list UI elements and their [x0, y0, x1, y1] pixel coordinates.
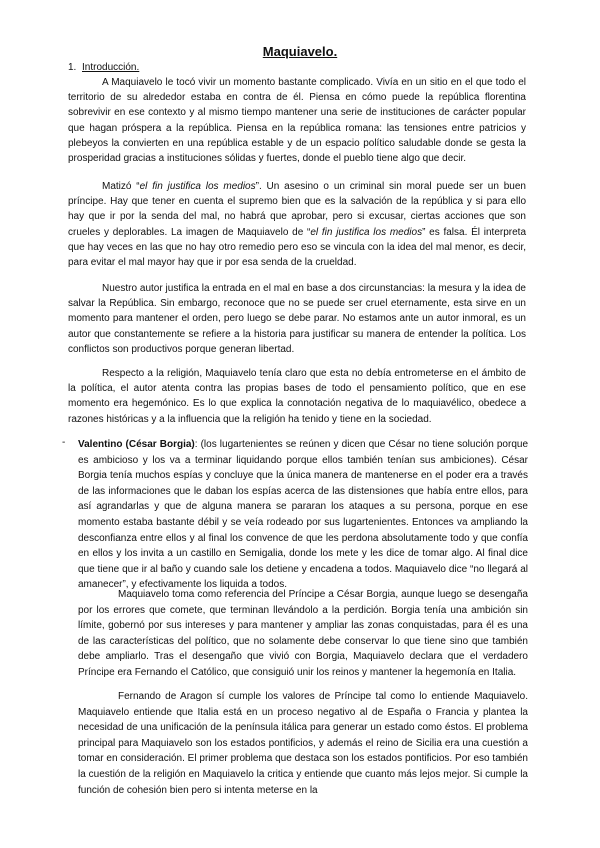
paragraph-intro: A Maquiavelo le tocó vivir un momento bastante complicado. Vivía en un sitio en el que todo el territorio de su alrededor estaba en contra de él. Piensa en cómo puede la república florentina sobrevivir en ese contexto y al mismo tiempo mantener una serie de instituciones de carácter popular que hagan próspera a la república. Piensa en la república romana: las tensiones entre patricios y plebeyos la convierten en una república estable y de un espacio político saludable donde se gesta la prosperidad gracias a instituciones sólidas y fuertes, donde el pueblo tiene algo que decir.	[68, 77, 526, 165]
paragraph-text: ”. Un asesino o un criminal sin moral puede ser un buen príncipe. Hay que tener en cuenta el supremo bien que es la salvación de la república y si para ello hay que ir por la senda del mal, no habrá que aprobar, pero si excusar, ciertas acciones que son crueles y deplorables. La imagen de Maquiavelo de “	[68, 181, 526, 238]
bullet-text	[78, 437, 528, 593]
bullet-body-text: : (los lugartenientes se reúnen y dicen que César no tiene solución porque es ambicioso y los va a terminar liquidando porque ellos también tenían sus ambiciones). César Borgia tenía muchos espías y concluye que la única manera de mantenerse en el poder era a través de las informaciones que le daban los espías acerca de las distensiones que había entre ellos, para así agrandarlas y que de alguna manera se pararan los ataques a su persona, porque en ese momento estaba bastante débil y se veía rodeado por sus lugartenientes. Entonces va ampliando la desconfianza entre ellos y al final los convence de que les perdona absolutamente todo y que confía en ellos y los invita a un castillo en Semigalia, donde los mete y les dice de tomar algo. Al final dice que tiene que ir al baño y cuando sale los detiene y encadena a todos. Maquiavelo dice “no llegará al amanecer”, y efectivamente los liquida a todos.	[78, 439, 529, 591]
paragraph-borgia: Maquiavelo toma como referencia del Príncipe a César Borgia, aunque luego se desengaña por los errores que comete, que terminan llevándolo a la perdición. Borgia tenía una ambición sin límite, gobernó por sus intereses y para mantener y ampliar las zonas conquistadas, para él es una de las características del político, que no solamente debe conservar lo que tiene sino que también debe ampliarlo. Tras el desengaño que vivió con Borgia, Maquiavelo declara que el verdadero Príncipe era Fernando el Católico, que consiguió unir los reinos y mantener la hegemonía en Italia.	[78, 589, 528, 678]
paragraph-fernando: Fernando de Aragon sí cumple los valores de Príncipe tal como lo entiende Maquiavelo. Maquiavelo entiende que Italia está en un proceso negativo al de España o Francia y plantea la necesidad de una unificación de la península itálica para generar un estado como éstos. El problema principal para Maquiavelo son los estados pontificios, y además el reino de Sicilia era una cuestión a tomar en consideración. El primer problema que destaca son los estados pontificios. Por eso también la cuestión de la religión en Maquiavelo la critica y entiende que cuanto más lejos mejor. Si cumple la función de cohesión bien pero si intenta meterse en la	[78, 691, 528, 796]
paragraph-religion: Respecto a la religión, Maquiavelo tenía claro que esta no debía entrometerse en el ámbito de la política, el autor atenta contra las propias bases de todo el pensamiento político, que en ese momento era hegemónico. Es lo que explica la connotación negativa de lo maquiavélico, obedece a razones históricas y a la influencia que la religión ha tenido y tiene en la sociedad.	[68, 368, 526, 425]
page-title: Maquiavelo.	[262, 44, 338, 59]
paragraph-mal: Nuestro autor justifica la entrada en el mal en base a dos circunstancias: la mesura y la idea de salvar la República. Sin embargo, reconoce que no se puede ser cruel eternamente, esta sirve en un momento para mantener el orden, pero luego se debe parar. No estamos ante un autor inmoral, es un autor que constantemente se refiere a la historia para justificar su manera de entender la política. Los conflictos son productivos porque generan libertad.	[68, 283, 526, 355]
quote-text: el fin justifica los medios	[139, 181, 256, 192]
paragraph-text: Matizó “	[102, 181, 140, 192]
section-title: Introducción.	[82, 62, 140, 73]
quote-text: el fin justifica los medios	[310, 226, 423, 238]
section-number: 1.	[68, 62, 77, 73]
section-heading	[68, 62, 139, 73]
bullet-dash: -	[62, 437, 66, 448]
paragraph-text: ” es falsa. Él interpreta que hay veces en las que no hay otro remedio pero eso se vincula con la idea del mal menor, es decir, para evitar el mal mayor hay que ir por esa senda de la crueldad.	[68, 226, 527, 269]
paragraph-fin-justifica	[68, 179, 526, 270]
bullet-bold-lead: Valentino (César Borgia)	[78, 439, 195, 450]
